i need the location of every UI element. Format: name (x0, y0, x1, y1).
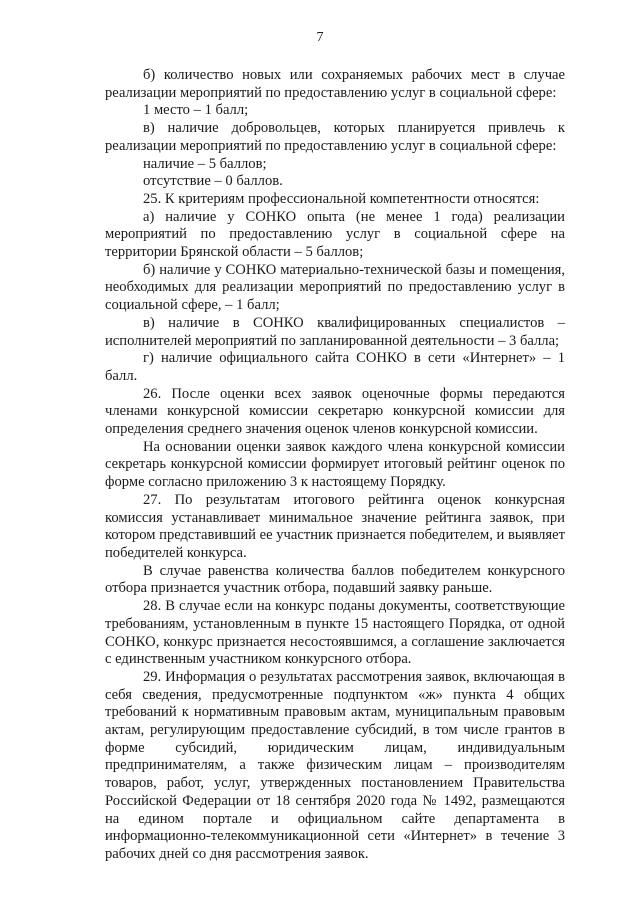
paragraph-25-b: б) наличие у СОНКО материально-технической базы и помещения, необходимых для реализации мероприятий по предоставлению услуг в социальной сфере, – 1 балл; (105, 261, 565, 314)
paragraph-25-g: г) наличие официального сайта СОНКО в сети «Интернет» – 1 балл. (105, 350, 565, 384)
paragraph-27: 27. По результатам итогового рейтинга оценок конкурсная комиссия устанавливает минимальное значение рейтинга заявок, при котором представивший ее участник признается победителем, и выявляет победителей конкурса. (105, 491, 565, 561)
paragraph-25-v: в) наличие в СОНКО квалифицированных специалистов – исполнителей мероприятий по запланированной деятельности – 3 балла; (105, 314, 565, 349)
paragraph-volunteers-absent: отсутствие – 0 баллов. (143, 173, 283, 190)
paragraph-26: 26. После оценки всех заявок оценочные формы передаются членами конкурсной комиссии секретарю конкурсной комиссии для определения среднего значения оценок членов конкурсной комиссии. (105, 385, 565, 438)
paragraph-one-job-score: 1 место – 1 балл; (143, 102, 249, 119)
paragraph-criterion-v-volunteers: в) наличие добровольцев, которых планируется привлечь к реализации мероприятий по предоставлению услуг в социальной сфере: (105, 120, 565, 154)
paragraph-27-tie: В случае равенства количества баллов победителем конкурсного отбора признается участник отбора, подавший заявку раньше. (105, 562, 565, 597)
paragraph-25-heading: 25. К критериям профессиональной компетентности относятся: (143, 190, 540, 207)
document-body (105, 67, 565, 864)
paragraph-29: 29. Информация о результатах рассмотрения заявок, включающая в себя сведения, предусмотренные подпунктом «ж» пункта 4 общих требований к нормативным правовым актам, муниципальным правовым актам, регулирующим предоставление субсидий, в том числе грантов в форме субсидий, юридическим лицам, индивидуальным предпринимателям, а также физическим лицам – производителям товаров, работ, услуг, утвержденных постановлением Правительства Российской Федерации от 18 сентября 2020 года № 1492, размещаются на едином портале и официальном сайте департамента в информационно-телекоммуникационной сети «Интернет» в течение 3 рабочих дней со дня рассмотрения заявок. (105, 668, 565, 862)
page-number: 7 (316, 30, 324, 45)
paragraph-28: 28. В случае если на конкурс поданы документы, соответствующие требованиям, установленным в пункте 15 настоящего Порядка, от одной СОНКО, конкурс признается несостоявшимся, а соглашение заключается с единственным участником конкурсного отбора. (105, 598, 565, 668)
paragraph-volunteers-present: наличие – 5 баллов; (143, 155, 267, 172)
paragraph-26-rating: На основании оценки заявок каждого члена конкурсной комиссии секретарь конкурсной комиссии формирует итоговый рейтинг оценок по форме согласно приложению 3 к настоящему Порядку. (105, 438, 565, 491)
paragraph-criterion-b-jobs: б) количество новых или сохраняемых рабочих мест в случае реализации мероприятий по предоставлению услуг в социальной сфере: (105, 67, 565, 101)
paragraph-25-a: а) наличие у СОНКО опыта (не менее 1 года) реализации мероприятий по предоставлению услуг в социальной сфере на территории Брянской области – 5 баллов; (105, 208, 565, 261)
